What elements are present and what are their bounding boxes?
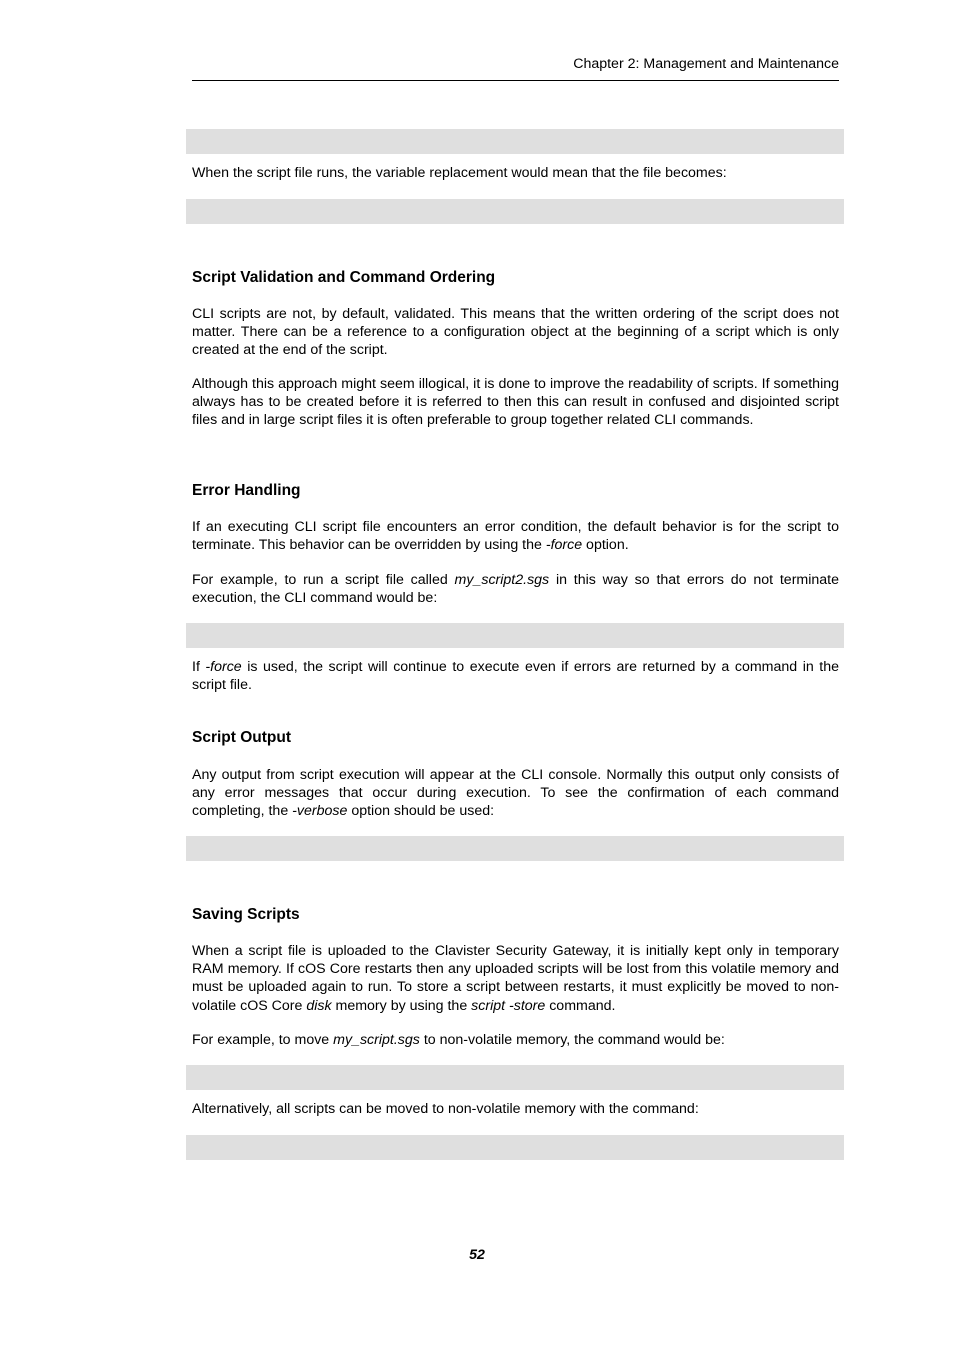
error-handling-paragraph-3: If -force is used, the script will continue to execute even if errors are returned by a command in the script file.: [192, 659, 839, 694]
section-heading-saving-scripts: Saving Scripts: [192, 906, 300, 923]
script-output-paragraph-1: Any output from script execution will appear at the CLI console. Normally this output only consists of any error messages that occur during execution. To see the confirmation of each command completing, the -verbose option should be used:: [192, 767, 839, 820]
saving-paragraph-1: When a script file is uploaded to the Clavister Security Gateway, it is initially kept only in temporary RAM memory. If cOS Core restarts then any uploaded scripts will be lost from this volatile memory and must be uploaded again to run. To store a script between restarts, it must explicitly be moved to non-volatile cOS Core disk memory by using the script -store command.: [192, 943, 839, 1014]
section-heading-script-output: Script Output: [192, 729, 292, 746]
saving-paragraph-2: For example, to move my_script.sgs to non-volatile memory, the command would be:: [192, 1032, 725, 1048]
running-header: Chapter 2: Management and Maintenance: [573, 56, 839, 72]
page-number: 52: [469, 1247, 485, 1263]
validation-paragraph-2: Although this approach might seem illogical, it is done to improve the readability of scripts. If something always has to be created before it is referred to then this can result in confused and disjointed script files and in large script files it is often preferable to group together related CLI commands.: [192, 376, 839, 429]
error-handling-paragraph-1: If an executing CLI script file encounters an error condition, the default behavior is for the script to terminate. This behavior can be overridden by using the -force option.: [192, 519, 839, 554]
saving-paragraph-3: Alternatively, all scripts can be moved to non-volatile memory with the command:: [192, 1101, 699, 1117]
header-divider: [192, 80, 839, 81]
code-block: [186, 623, 844, 648]
code-block: [186, 129, 844, 154]
section-heading-validation: Script Validation and Command Ordering: [192, 269, 496, 286]
code-block: [186, 836, 844, 861]
intro-paragraph: When the script file runs, the variable replacement would mean that the file becomes:: [192, 165, 727, 181]
code-block: [186, 1065, 844, 1090]
validation-paragraph-1: CLI scripts are not, by default, validated. This means that the written ordering of the script does not matter. There can be a reference to a configuration object at the beginning of a script which is only created at the end of the script.: [192, 306, 839, 359]
code-block: [186, 199, 844, 224]
code-block: [186, 1135, 844, 1160]
section-heading-error-handling: Error Handling: [192, 482, 301, 499]
error-handling-paragraph-2: For example, to run a script file called my_script2.sgs in this way so that errors do not terminate execution, the CLI command would be:: [192, 572, 839, 607]
